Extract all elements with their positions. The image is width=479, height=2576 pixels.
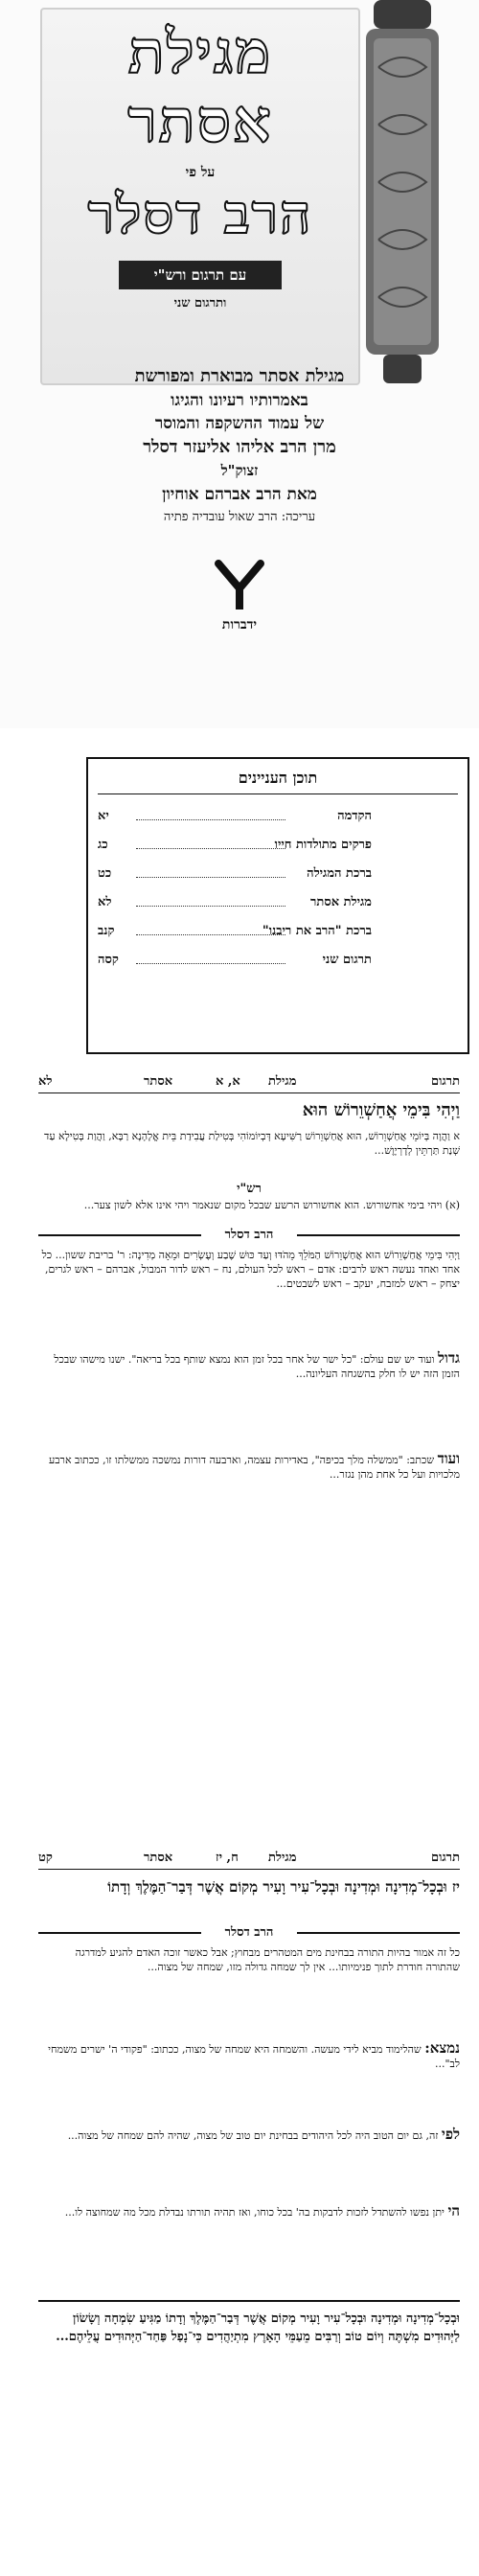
toc-label: ברכת "הרב את ריבנו" (262, 924, 372, 938)
nimtsa-label: נמצא: (424, 2039, 460, 2057)
torah-scroll-rod-icon (345, 0, 460, 383)
nimtsa-section (38, 2041, 460, 2071)
publisher-name: ידברות (221, 617, 258, 632)
page-lamed-alef (38, 1073, 460, 1830)
page-center-title: מגילת (268, 1851, 297, 1865)
toc-label: תרגום שני (322, 953, 372, 967)
rashi-title: רש"י (237, 1182, 262, 1196)
toc-label: ברכת המגילה (307, 866, 372, 881)
page-ref: א, א (216, 1074, 240, 1089)
toc-title: תוכן העניינים (238, 769, 318, 787)
verse-text: וַיְהִי בִּימֵי אֲחַשְׁוֵרוֹשׁ הוּא (302, 1100, 460, 1120)
lefi-label: לפי (441, 2126, 460, 2143)
dessler-text: כל זה אמור בהיות התורה בבחינת מים המטהרים מבחוץ; אבל כאשר זוכה האדם להגיע למדרגה שהתורה חודרת לתוך פנימיותו... אין לך שמחה גדולה מזו, שמחה של מצוה... (75, 1946, 460, 1973)
page-center-title: מגילת (268, 1074, 297, 1089)
page-number: קט (38, 1851, 53, 1865)
book-cover (0, 0, 479, 728)
nimtsa-text: שהלימוד מביא לידי מעשה. והשמחה היא שמחה של מצוה, ככתוב: "פקודי ה' ישרים משמחי לב"... (48, 2043, 460, 2070)
toc-page: קסה (98, 953, 119, 967)
gadol-label: גדול (437, 1349, 460, 1367)
page-kuf-tet (38, 1850, 460, 2559)
gadol-text: ועוד יש שם עולם: "כל ישר של אחר בכל זמן הוא נמצא שותף בכל בריאה". ישנו מישהו שבכל הזמן הזה יש לו חלק בהשגחה העליונה... (54, 1353, 460, 1380)
dessler-title: הרב דסלר (201, 1227, 297, 1242)
toc-page: כג (98, 838, 108, 852)
desc-line4: מרן הרב אליהו אליעזר דסלר (143, 437, 336, 457)
targum-text: א וַהֲוָה בְּיוֹמֵי אֲחַשְׁוֵרוֹשׁ, הוּא אֲחַשְׁוֵרוֹשׁ רַשִּׁיעָא דְּבְיוֹמוֹהִי בְּטִילַת עֲבִידַת בֵּית אֱלָהָנָא רַבָּא, וַהֲוַת בְּטִילָא עַד שְׁנַת תַּרְתֵּין לְדָרְיָוֶשׁ... (44, 1130, 460, 1157)
editing-credit: עריכה: הרב שאול עובדיה פתיה (163, 510, 316, 524)
lefi-text: זה, גם יום הטוב היה לכל היהודים בבחינת יום טוב של מצוה, שהיה להם שמחה של מצוה... (67, 2129, 439, 2142)
toc-label: פרקים מתולדות חייו (274, 838, 372, 852)
toc-row[interactable] (98, 923, 458, 952)
verse-text: יז וּבְכָל־מְדִינָה וּמְדִינָה וּבְכָל־עִיר וָעִיר מְקוֹם אֲשֶׁר דְּבַר־הַמֶּלֶךְ וְדָתוֹ (107, 1878, 460, 1896)
page-targum-label: תרגום (430, 1074, 460, 1089)
cover-title-line2: אסתר (127, 86, 273, 156)
toc-page: לא (98, 895, 112, 909)
desc-line2: באמרותיו רעיונו והגיגו (171, 391, 308, 410)
table-of-contents (86, 757, 469, 1054)
vaeid-text: שכתב: "ממשלה מלך בכיפה", באדירות עצמה, וארבעה דורות נמשכה ממשלתו זו, ככתוב ארבע מלכויות ועל כל אחת מהן נגזר... (49, 1454, 460, 1481)
toc-row[interactable] (98, 865, 458, 894)
title-banner (40, 8, 360, 385)
rashi-text: (א) ויהי בימי אחשורוש. הוא אחשורוש הרשע שבכל מקום שנאמר ויהי אינו אלא לשון צער... (83, 1199, 460, 1211)
desc-line1: מגילת אסתר מבוארת ומפורשת (134, 366, 345, 386)
hi-section (38, 2204, 460, 2220)
page-targum-label: תרגום (430, 1851, 460, 1865)
gadol-section (38, 1351, 460, 1381)
toc-row[interactable] (98, 894, 458, 923)
cover-description (0, 364, 479, 633)
toc-row[interactable] (98, 952, 458, 980)
cover-with-targum: עם תרגום ורש"י (119, 261, 282, 289)
bottom-verse: וּבְכָל־מְדִינָה וּמְדִינָה וּבְכָל־עִיר וָעִיר מְקוֹם אֲשֶׁר דְּבַר־הַמֶּלֶךְ וְדָתוֹ מַגִּיעַ שִׂמְחָה וְשָׂשׂוֹן לַיְּהוּדִים מִשְׁתֶּה וְיוֹם טוֹב וְרַבִּים מֵעַמֵּי הָאָרֶץ מִתְיַהֲדִים כִּי־נָפַל פַּחַד־הַיְּהוּדִים עֲלֵיהֶם... (56, 2312, 460, 2344)
cover-targum-sheni: ותרגום שני (173, 296, 227, 310)
vaeid-label: ועוד (437, 1450, 460, 1467)
hi-label: הי (447, 2202, 460, 2220)
lefi-section (38, 2128, 460, 2143)
page-ref: ח, יז (216, 1851, 239, 1865)
verse-row (38, 1100, 460, 1120)
toc-label: הקדמה (337, 809, 372, 823)
toc-page: קנב (98, 924, 115, 938)
dessler-title: הרב דסלר (201, 1924, 297, 1940)
zatzal: זצוק"ל (220, 462, 259, 479)
page-book: אסתר (144, 1851, 173, 1865)
yedidut-logo-icon (0, 556, 479, 617)
page-book: אסתר (144, 1074, 173, 1089)
dessler-text: וַיְהִי בִּימֵי אֲחַשְׁוֵרוֹשׁ הוּא אֲחַשְׁוֵרוֹשׁ הַמֹּלֵךְ מֵהֹדּוּ וְעַד כּוּשׁ שֶׁבַע וְעֶשְׂרִים וּמֵאָה מְדִינָה: ר' בריבת ששון... כל אחד ואחד נעשה ראש לרבים: אדם – ראש לכל העולם, נח – ראש לדור המבול, אברהם – ראש לגרים, יצחק – ראש למזבח, יעקב – ראש לשבטים... (41, 1249, 460, 1290)
toc-page: יא (98, 809, 109, 823)
toc-row[interactable] (98, 837, 458, 865)
desc-line3: של עמוד ההשקפה והמוסר (154, 414, 325, 433)
cover-title-line1: מגילת (127, 17, 273, 87)
vaeid-section (38, 1452, 460, 1482)
cover-al-pi: על פי (185, 165, 216, 180)
toc-page: כט (98, 866, 112, 881)
hi-text: יתן נפשו להשתדל לזכות לדבקות בה' בכל כוחו, ואז תהיה תורתו נבדלת מכל מה שמחוצה לו... (64, 2206, 445, 2219)
cover-author-title: הרב דסלר (87, 183, 313, 246)
page-number: לא (38, 1074, 53, 1089)
toc-row[interactable] (98, 808, 458, 837)
mei-et: מאת הרב אברהם אוחיון (162, 485, 317, 504)
toc-label: מגילת אסתר (310, 895, 372, 909)
